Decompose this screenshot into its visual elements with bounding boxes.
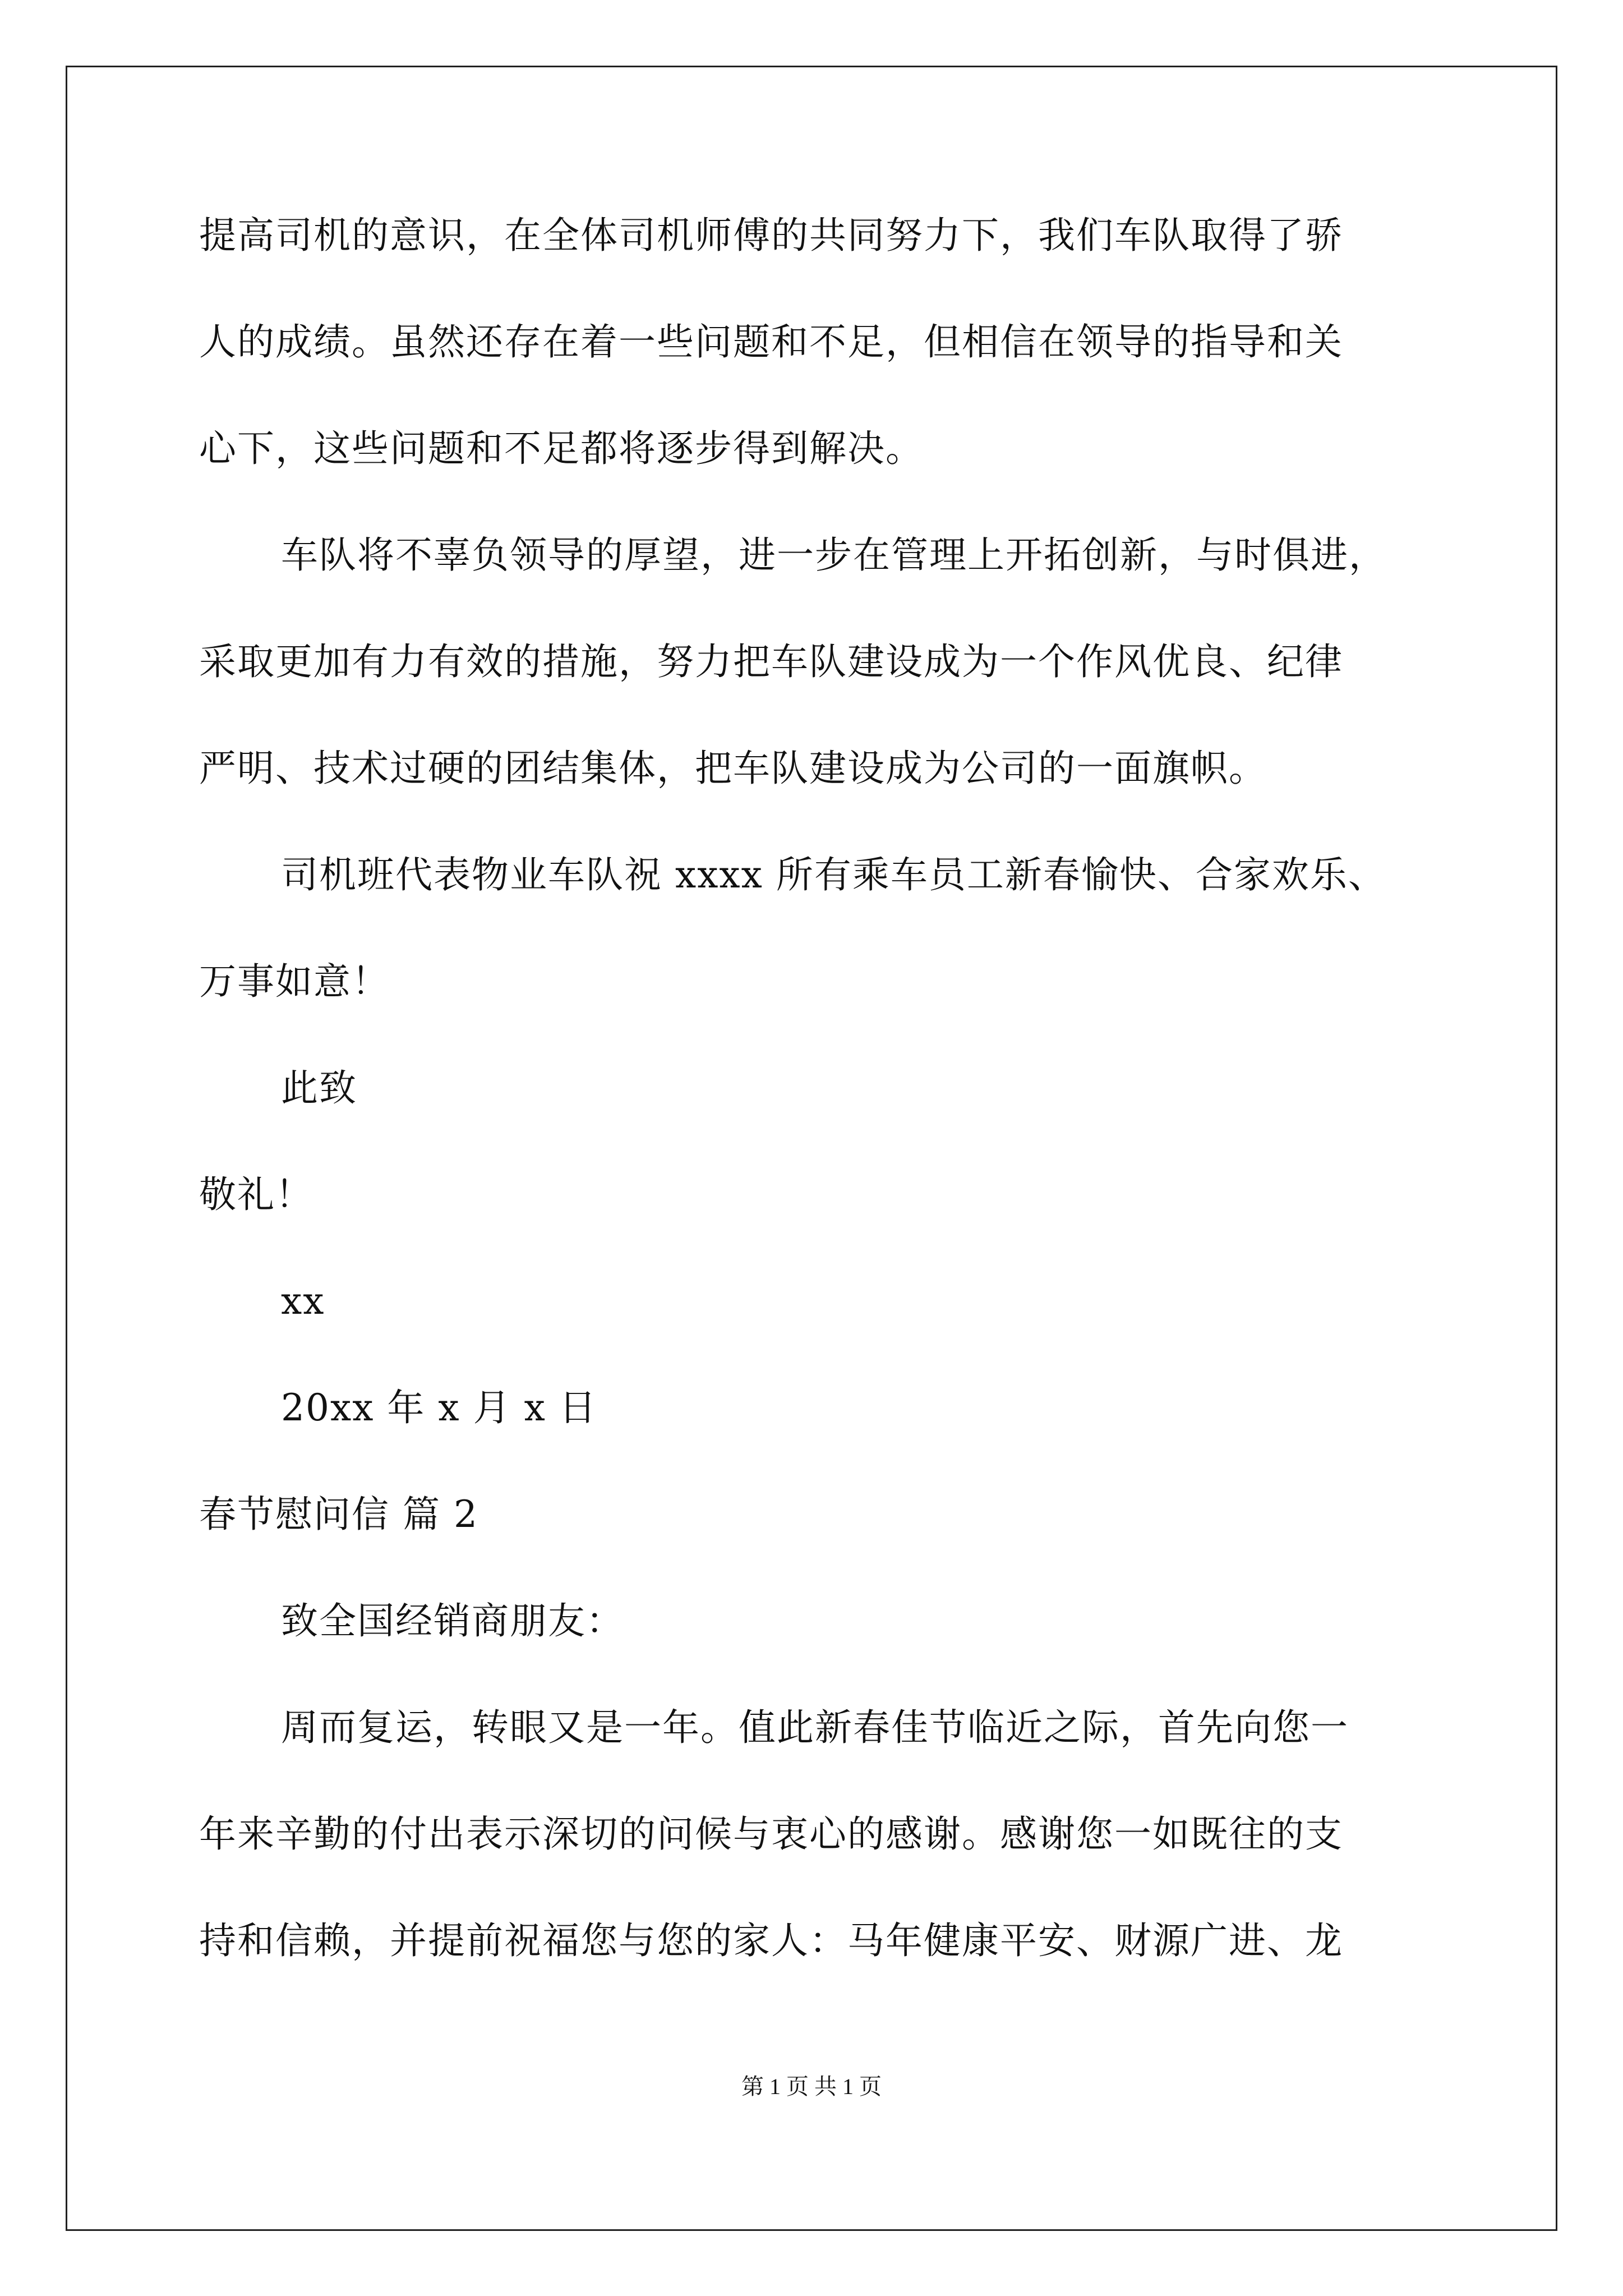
- text-line: 车队将不辜负领导的厚望，进一步在管理上开拓创新，与时俱进，: [281, 533, 1387, 577]
- text-line: 提高司机的意识，在全体司机师傅的共同努力下，我们车队取得了骄: [199, 214, 1343, 257]
- signature-date: 20xx 年 x 月 x 日: [281, 1386, 597, 1429]
- page-footer: 第 1 页 共 1 页: [741, 2074, 882, 2099]
- text-line: 心下，这些问题和不足都将逐步得到解决。: [199, 427, 924, 470]
- text-line: 周而复运，转眼又是一年。值此新春佳节临近之际，首先向您一: [281, 1706, 1349, 1749]
- section-heading: 春节慰问信 篇 2: [199, 1493, 478, 1536]
- text-line: 人的成绩。虽然还存在着一些问题和不足，但相信在领导的指导和关: [199, 320, 1343, 364]
- signature-name: xx: [281, 1280, 325, 1323]
- text-line: 严明、技术过硬的团结集体，把车队建设成为公司的一面旗帜。: [199, 747, 1267, 790]
- text-line: 万事如意！: [199, 960, 390, 1003]
- letter-greeting: 致全国经销商朋友：: [281, 1599, 624, 1642]
- text-line: 年来辛勤的付出表示深切的问候与衷心的感谢。感谢您一如既往的支: [199, 1812, 1343, 1856]
- text-line: 司机班代表物业车队祝 xxxx 所有乘车员工新春愉快、合家欢乐、: [281, 853, 1386, 896]
- salutation-closing: 此致: [281, 1066, 357, 1110]
- page-border: [66, 66, 1557, 2231]
- text-line: 持和信赖，并提前祝福您与您的家人：马年健康平安、财源广进、龙: [199, 1919, 1343, 1962]
- text-line: 采取更加有力有效的措施，努力把车队建设成为一个作风优良、纪律: [199, 640, 1343, 683]
- salutation-respect: 敬礼！: [199, 1173, 313, 1216]
